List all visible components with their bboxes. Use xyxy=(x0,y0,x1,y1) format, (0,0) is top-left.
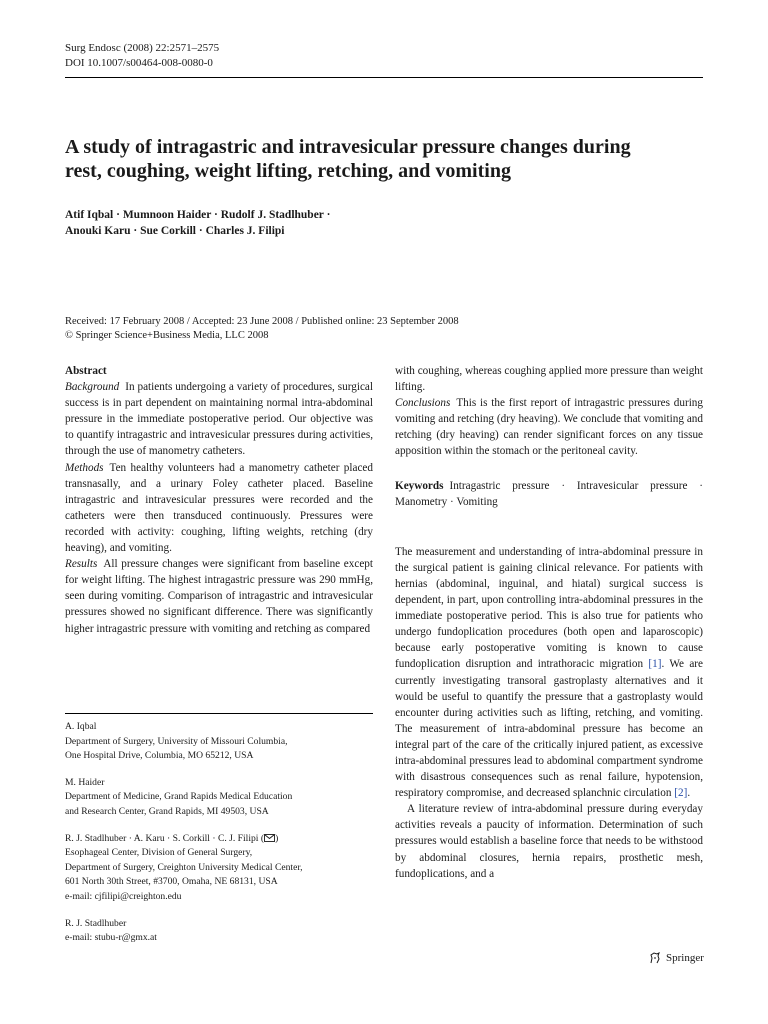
affiliation-line: Esophageal Center, Division of General Surgery, xyxy=(65,847,253,859)
author-list xyxy=(65,207,705,239)
affiliation-line: Department of Medicine, Grand Rapids Medical Education xyxy=(65,791,293,803)
affiliation-stadlhuber xyxy=(65,917,373,946)
abstract-background xyxy=(65,379,373,459)
methods-text: Ten healthy volunteers had a manometry catheter placed transnasally, and a urinary Foley catheter placed. Baseline intragastric and intravesicular pressures were recorded and the catheters were then transduced continuously. Pressures were recorded with activity: coughing, lifting weights, retching (dry heaving), and vomiting. xyxy=(65,461,373,555)
affiliation-line: One Hospital Drive, Columbia, MO 65212, USA xyxy=(65,750,254,762)
paper-title-line-1: A study of intragastric and intravesicular pressure changes during xyxy=(65,136,631,158)
affiliations xyxy=(65,720,373,958)
keywords xyxy=(395,478,703,510)
affiliation-line: Department of Surgery, Creighton University Medical Center, xyxy=(65,861,303,873)
paper-title xyxy=(65,135,705,183)
abstract-heading: Abstract xyxy=(65,365,107,377)
background-label: Background xyxy=(65,381,120,394)
publisher-name: Springer xyxy=(666,952,704,964)
affiliation-name-text: R. J. Stadlhuber · A. Karu · S. Corkill · C. J. Filipi ( xyxy=(65,832,265,844)
affiliation-line: 601 North 30th Street, #3700, Omaha, NE 68131, USA xyxy=(65,876,278,888)
right-column xyxy=(395,363,703,882)
conclusions-label: Conclusions xyxy=(395,397,451,410)
corresponding-email: e-mail: cjfilipi@creighton.edu xyxy=(65,890,182,902)
affiliation-line: Department of Surgery, University of Missouri Columbia, xyxy=(65,735,288,747)
affiliation-name: R. J. Stadlhuber xyxy=(65,917,127,929)
left-column xyxy=(65,363,373,637)
body-paragraph-2: A literature review of intra-abdominal pressure during everyday activities reveals a paucity of information. Determination of such pressures would establish a baseline force that needs to be withstood by abdominal closures, hernia repairs, prosthetic mesh, fundoplications, and a xyxy=(395,803,703,880)
journal-citation: Surg Endosc (2008) 22:2571–2575 xyxy=(65,42,220,54)
received-accepted-dates: Received: 17 February 2008 / Accepted: 23 June 2008 / Published online: 23 September 2008 xyxy=(65,316,459,327)
affiliation-name-end: ) xyxy=(275,832,279,844)
affiliation-iqbal xyxy=(65,720,373,764)
affiliation-stadlhuber-group xyxy=(65,832,373,905)
envelope-icon xyxy=(264,834,275,842)
results-text: All pressure changes were significant from baseline except for weight lifting. The highest intragastric pressure was 290 mmHg, seen during vomiting. Comparison of intragastric and intravesicular pressures showed no significant difference. There was significantly higher intragastric pressure with vomiting and retching as compared xyxy=(65,558,373,635)
author-line-1: Atif Iqbal · Mumnoon Haider · Rudolf J. Stadlhuber · xyxy=(65,209,331,221)
abstract-results-continued: with coughing, whereas coughing applied more pressure than weight lifting. xyxy=(395,365,703,394)
body-paragraph-1 xyxy=(395,544,703,802)
journal-doi: DOI 10.1007/s00464-008-0080-0 xyxy=(65,57,213,69)
author-email: e-mail: stubu-r@gmx.at xyxy=(65,932,157,944)
affiliation-divider xyxy=(65,713,373,714)
copyright-notice: © Springer Science+Business Media, LLC 2008 xyxy=(65,330,269,341)
journal-header xyxy=(65,41,219,71)
publisher-footer xyxy=(648,951,704,965)
background-text: In patients undergoing a variety of procedures, surgical success is in part dependent on maintaining normal intra-abdominal pressure in the immediate postoperative period. Our objective was to quantify intragastric and intravesicular pressures during activities, through the use of manometry catheters. xyxy=(65,381,373,458)
affiliation-line: and Research Center, Grand Rapids, MI 49503, USA xyxy=(65,805,269,817)
conclusions-text: This is the first report of intragastric pressures during vomiting and retching (dry heaving). We conclude that vomiting and retching (dry heaving) can render significant forces on any tissue apposition within the stomach or the peritoneal cavity. xyxy=(395,397,703,458)
keywords-label: Keywords xyxy=(395,479,444,492)
abstract-results xyxy=(65,556,373,636)
abstract-methods xyxy=(65,460,373,557)
reference-link-2[interactable]: [2] xyxy=(674,787,688,800)
results-label: Results xyxy=(65,558,98,571)
affiliation-name: M. Haider xyxy=(65,776,105,788)
affiliation-name xyxy=(65,832,373,847)
paper-title-line-2: rest, coughing, weight lifting, retching, and vomiting xyxy=(65,160,511,182)
author-line-2: Anouki Karu · Sue Corkill · Charles J. Filipi xyxy=(65,225,285,237)
publication-dates xyxy=(65,315,705,343)
header-divider xyxy=(65,77,703,78)
body-text: The measurement and understanding of intra-abdominal pressure in the surgical patient is gaining clinical relevance. For patients with hernias (abdominal, inguinal, and hiatal) surgical success is dependent, in part, upon controlling intra-abdominal pressures in the immediate postoperative period. This is also true for patients who undergo fundoplication procedures (both open and laparoscopic) because early postoperative vomiting is known to cause fundoplication disruption and intrathoracic migration xyxy=(395,545,703,671)
methods-label: Methods xyxy=(65,461,104,474)
body-text: . xyxy=(687,787,691,800)
affiliation-haider xyxy=(65,776,373,820)
keywords-text: Intragastric pressure · Intravesicular pressure · Manometry · Vomiting xyxy=(395,479,703,508)
body-text: . We are currently investigating transoral gastroplasty alternatives and it would be useful to quantify the pressure that a gastroplasty would encounter during activities such as lifting, retching, and vomiting. The measurement of intra-abdominal pressure has become an integral part of the care of the critically injured patient, as excessive intra-abdominal pressures lead to abdominal compartment syndrome with disastrous consequences such as renal failure, hypotension, respiratory compromise, and decreased splanchnic circulation xyxy=(395,658,703,800)
reference-link-1[interactable]: [1] xyxy=(648,658,662,671)
abstract-conclusions xyxy=(395,395,703,459)
affiliation-name: A. Iqbal xyxy=(65,721,97,732)
springer-horse-icon xyxy=(648,951,662,965)
